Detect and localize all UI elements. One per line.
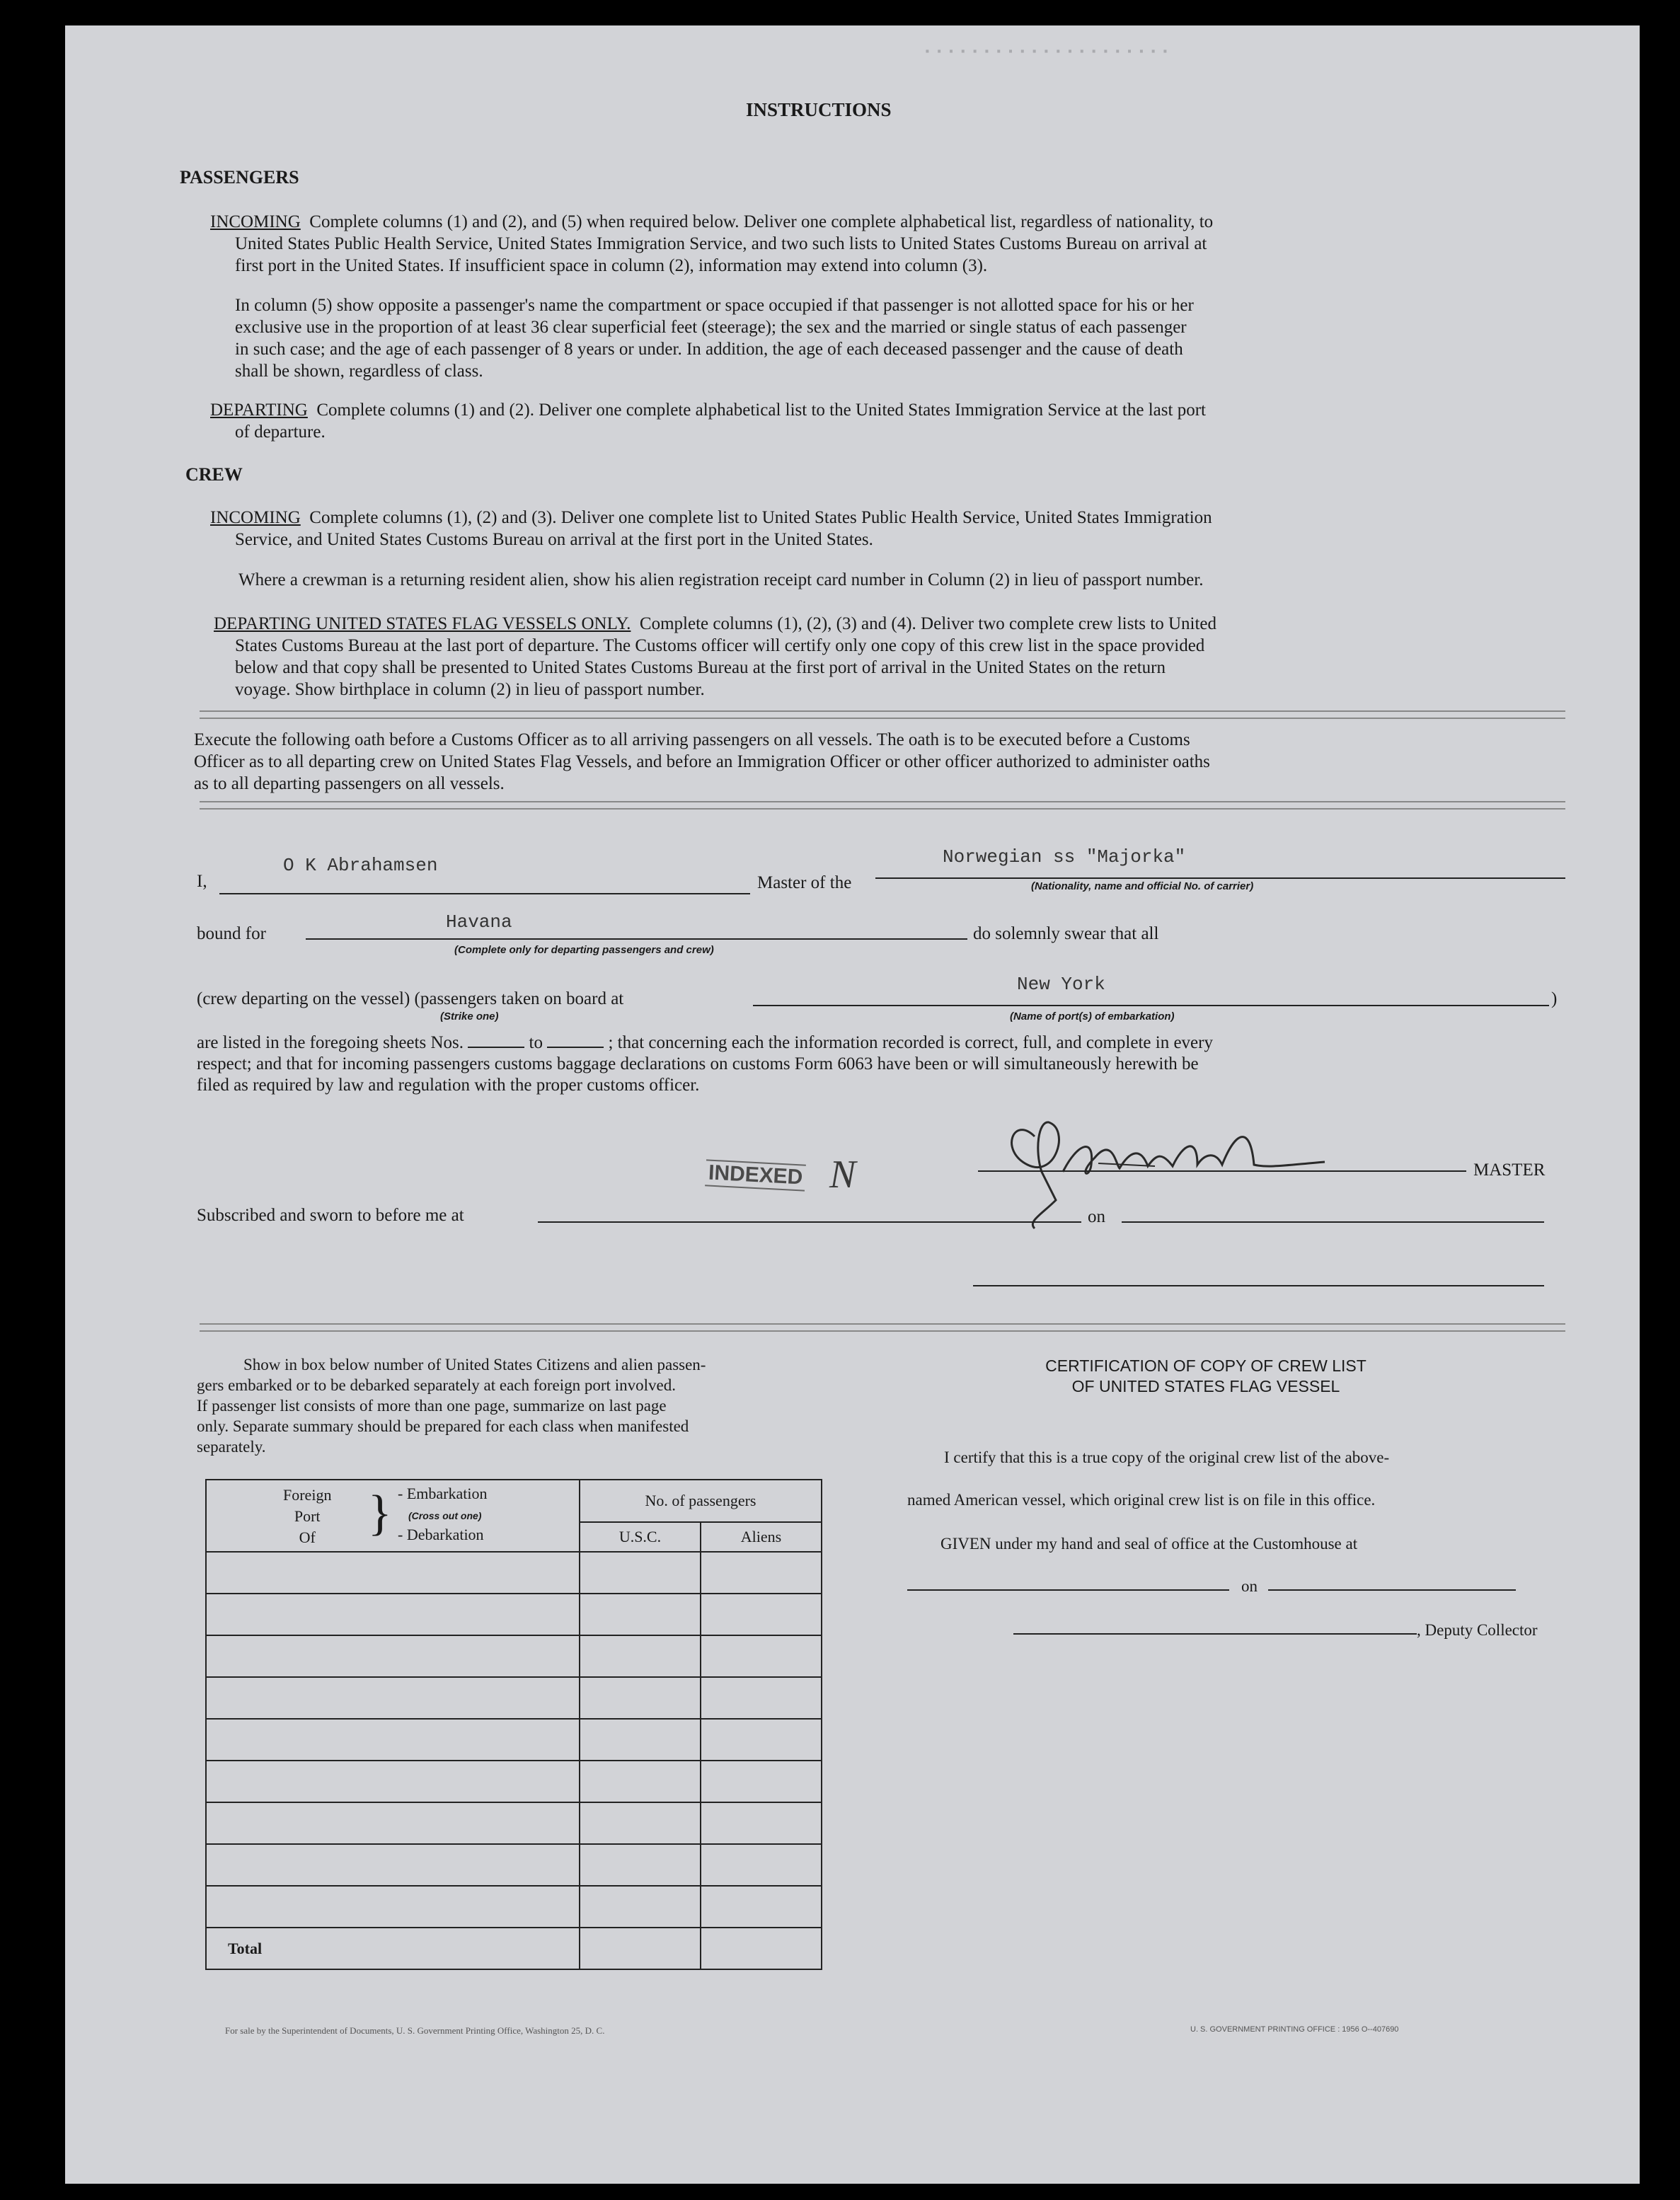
master-label: MASTER bbox=[1473, 1161, 1546, 1180]
master-name-line bbox=[219, 893, 750, 894]
subscribed-date-line[interactable] bbox=[1122, 1221, 1544, 1223]
master-of-label: Master of the bbox=[757, 873, 852, 892]
table-row bbox=[206, 1761, 822, 1802]
oath-intro-line-1: Execute the following oath before a Customs Officer as to all arriving passengers on all vessels. The oath is to be executed before a Customs bbox=[194, 730, 1190, 749]
table-row bbox=[206, 1677, 822, 1719]
subscribed-place-line[interactable] bbox=[538, 1221, 1081, 1223]
usc-cell[interactable] bbox=[580, 1844, 701, 1886]
certification-title-line-2: OF UNITED STATES FLAG VESSEL bbox=[1071, 1377, 1340, 1395]
of-label: Of bbox=[299, 1528, 316, 1546]
sheet-to-field[interactable] bbox=[547, 1032, 604, 1048]
subscribed-label: Subscribed and sworn to before me at bbox=[197, 1206, 464, 1225]
passengers-departing-line-1: Complete columns (1) and (2). Deliver one complete alphabetical list to the United States Immigration Service at the last port bbox=[316, 401, 1206, 420]
passengers-incoming-line-2: United States Public Health Service, United States Immigration Service, and two such lists to United States Customs Bureau on arrival at bbox=[235, 234, 1207, 253]
port-cell[interactable] bbox=[206, 1552, 580, 1594]
aliens-header: Aliens bbox=[701, 1522, 822, 1553]
aliens-cell[interactable] bbox=[701, 1719, 822, 1761]
total-row bbox=[206, 1928, 822, 1969]
footer-printing-office: U. S. GOVERNMENT PRINTING OFFICE : 1956 O--407690 bbox=[1190, 2025, 1399, 2034]
listed-label: are listed in the foregoing sheets Nos. bbox=[197, 1033, 464, 1052]
divider-double-3 bbox=[200, 1323, 1565, 1332]
to-label: to bbox=[529, 1033, 543, 1052]
crew-flag-line-4: voyage. Show birthplace in column (2) in lieu of passport number. bbox=[235, 680, 705, 699]
certification-title-line-1: CERTIFICATION OF COPY OF CREW LIST bbox=[1045, 1357, 1367, 1375]
passengers-col5-line-3: in such case; and the age of each passenger of 8 years or under. In addition, the age of each deceased passenger and the cause of death bbox=[235, 340, 1183, 359]
usc-cell[interactable] bbox=[580, 1886, 701, 1928]
deputy-collector-signature-line[interactable] bbox=[1013, 1633, 1417, 1635]
summary-line-2: gers embarked or to be debarked separately at each foreign port involved. bbox=[197, 1376, 676, 1394]
embark-caption: (Name of port(s) of embarkation) bbox=[1010, 1010, 1175, 1023]
divider-double-1 bbox=[200, 710, 1565, 719]
aliens-cell[interactable] bbox=[701, 1844, 822, 1886]
oath-intro bbox=[194, 729, 1567, 795]
usc-cell[interactable] bbox=[580, 1802, 701, 1844]
usc-cell[interactable] bbox=[580, 1761, 701, 1802]
sheet-from-field[interactable] bbox=[468, 1032, 524, 1048]
table-row bbox=[206, 1802, 822, 1844]
oath-intro-line-3: as to all departing passengers on all vessels. bbox=[194, 774, 505, 793]
oath-i-label: I, bbox=[197, 872, 207, 891]
bound-for-label: bound for bbox=[197, 924, 266, 943]
crew-departing-label: (crew departing on the vessel) (passengers taken on board at bbox=[197, 989, 624, 1008]
crew-flag-block bbox=[214, 613, 1558, 701]
oath-intro-line-2: Officer as to all departing crew on United States Flag Vessels, and before an Immigration Officer or other officer authorized to administer oaths bbox=[194, 752, 1210, 771]
usc-cell[interactable] bbox=[580, 1552, 701, 1594]
usc-cell[interactable] bbox=[580, 1677, 701, 1719]
listed-rest: ; that concerning each the information recorded is correct, full, and complete in every bbox=[608, 1033, 1213, 1052]
aliens-cell[interactable] bbox=[701, 1594, 822, 1635]
foreign-port-of-label bbox=[283, 1485, 331, 1548]
crew-flag-line-1: Complete columns (1), (2), (3) and (4). Deliver two complete crew lists to United bbox=[639, 614, 1216, 633]
passengers-col5-block bbox=[235, 294, 1558, 382]
close-paren: ) bbox=[1551, 989, 1558, 1008]
aliens-cell[interactable] bbox=[701, 1635, 822, 1677]
summary-line-4: only. Separate summary should be prepared for each class when manifested bbox=[197, 1417, 689, 1435]
certification-on-label: on bbox=[1241, 1577, 1258, 1595]
indexed-stamp: INDEXED bbox=[705, 1159, 806, 1191]
table-row bbox=[206, 1886, 822, 1928]
officer-signature-line[interactable] bbox=[973, 1285, 1544, 1286]
filed-line: filed as required by law and regulation with the proper customs officer. bbox=[197, 1076, 700, 1095]
summary-line-5: separately. bbox=[197, 1438, 266, 1456]
summary-line-3: If passenger list consists of more than one page, summarize on last page bbox=[197, 1397, 667, 1415]
embarkation-label[interactable]: - Embarkation bbox=[398, 1485, 488, 1502]
usc-cell[interactable] bbox=[580, 1719, 701, 1761]
certify-line-1: I certify that this is a true copy of the original crew list of the above- bbox=[944, 1449, 1390, 1466]
passengers-incoming-block bbox=[210, 211, 1555, 277]
port-cell[interactable] bbox=[206, 1802, 580, 1844]
brace-icon: } bbox=[368, 1486, 392, 1540]
master-signature bbox=[971, 1087, 1509, 1236]
passengers-col5-line-2: exclusive use in the proportion of at least 36 clear superficial feet (steerage); the sex and the married or single status of each passenger bbox=[235, 318, 1187, 337]
respect-line: respect; and that for incoming passengers customs baggage declarations on customs Form 6063 have been or will simultaneously herewith be bbox=[197, 1054, 1199, 1073]
table-row bbox=[206, 1719, 822, 1761]
master-name-field[interactable]: O K Abrahamsen bbox=[283, 855, 438, 876]
crew-incoming-line-2: Service, and United States Customs Bureau on arrival at the first port in the United States. bbox=[235, 530, 873, 549]
indexed-mark: N bbox=[829, 1153, 856, 1197]
vessel-caption: (Nationality, name and official No. of carrier) bbox=[1031, 880, 1254, 892]
embark-port-field[interactable]: New York bbox=[1017, 974, 1105, 995]
summary-header-row-1 bbox=[206, 1480, 822, 1522]
deputy-collector-label: , Deputy Collector bbox=[1417, 1621, 1538, 1639]
aliens-cell[interactable] bbox=[701, 1886, 822, 1928]
aliens-cell[interactable] bbox=[701, 1802, 822, 1844]
destination-line bbox=[306, 938, 967, 940]
aliens-cell[interactable] bbox=[701, 1552, 822, 1594]
certification-date-line[interactable] bbox=[1268, 1589, 1516, 1591]
passengers-incoming-label: INCOMING bbox=[210, 212, 301, 231]
passengers-departing-line-2: of departure. bbox=[235, 422, 326, 442]
usc-cell[interactable] bbox=[580, 1635, 701, 1677]
bleed-through-mark: ····················· bbox=[921, 41, 1171, 63]
table-row bbox=[206, 1635, 822, 1677]
port-cell[interactable] bbox=[206, 1844, 580, 1886]
port-cell[interactable] bbox=[206, 1635, 580, 1677]
summary-line-1: Show in box below number of United States Citizens and alien passen- bbox=[243, 1356, 706, 1373]
table-row bbox=[206, 1594, 822, 1635]
passenger-summary-table bbox=[205, 1479, 822, 1970]
table-row bbox=[206, 1552, 822, 1594]
port-cell[interactable] bbox=[206, 1719, 580, 1761]
subscribed-on-label: on bbox=[1088, 1207, 1105, 1226]
usc-cell[interactable] bbox=[580, 1594, 701, 1635]
form-sheet bbox=[65, 25, 1640, 2184]
crew-flag-line-3: below and that copy shall be presented to United States Customs Bureau at the first port of arrival in the United States on the return bbox=[235, 658, 1166, 677]
total-aliens-cell[interactable] bbox=[701, 1928, 822, 1969]
passengers-heading: PASSENGERS bbox=[180, 167, 299, 188]
table-row bbox=[206, 1844, 822, 1886]
swear-label: do solemnly swear that all bbox=[973, 924, 1159, 943]
divider-double-2 bbox=[200, 801, 1565, 810]
summary-instructions bbox=[197, 1354, 876, 1457]
crew-incoming-line-1: Complete columns (1), (2) and (3). Deliver one complete list to United States Public Health Service, United States Immigration bbox=[309, 508, 1212, 527]
crew-flag-line-2: States Customs Bureau at the last port of departure. The Customs officer will certify only one copy of this crew list in the space provided bbox=[235, 636, 1205, 655]
destination-caption: (Complete only for departing passengers and crew) bbox=[454, 944, 714, 956]
aliens-cell[interactable] bbox=[701, 1761, 822, 1802]
passengers-col5-line-4: shall be shown, regardless of class. bbox=[235, 362, 483, 381]
aliens-cell[interactable] bbox=[701, 1677, 822, 1719]
crew-resident-line: Where a crewman is a returning resident alien, show his alien registration receipt card number in Column (2) in lieu of passport number. bbox=[238, 570, 1204, 589]
destination-field[interactable]: Havana bbox=[446, 911, 512, 933]
port-cell[interactable] bbox=[206, 1761, 580, 1802]
foreign-port-header bbox=[206, 1480, 580, 1552]
crew-heading: CREW bbox=[185, 464, 243, 485]
passengers-incoming-line-3: first port in the United States. If insufficient space in column (2), information may extend into column (3). bbox=[235, 256, 988, 275]
port-cell[interactable] bbox=[206, 1594, 580, 1635]
passengers-departing-label: DEPARTING bbox=[210, 401, 308, 420]
customhouse-line[interactable] bbox=[907, 1589, 1229, 1591]
listed-line bbox=[197, 1032, 1563, 1054]
embark-port-line bbox=[753, 1005, 1549, 1006]
vessel-line bbox=[875, 877, 1565, 879]
crew-flag-label: DEPARTING UNITED STATES FLAG VESSELS ONLY. bbox=[214, 614, 631, 633]
given-line: GIVEN under my hand and seal of office at the Customhouse at bbox=[940, 1535, 1358, 1553]
cross-out-caption: (Cross out one) bbox=[408, 1510, 482, 1521]
port-label: Port bbox=[294, 1507, 321, 1525]
certify-line-2: named American vessel, which original crew list is on file in this office. bbox=[907, 1491, 1376, 1509]
debarkation-label[interactable]: - Debarkation bbox=[398, 1526, 484, 1543]
crew-incoming-label: INCOMING bbox=[210, 508, 301, 527]
total-usc-cell[interactable] bbox=[580, 1928, 701, 1969]
passengers-departing-block bbox=[210, 399, 1555, 443]
port-cell[interactable] bbox=[206, 1886, 580, 1928]
master-signature-line bbox=[978, 1170, 1466, 1172]
strike-caption: (Strike one) bbox=[440, 1010, 499, 1023]
page-title: INSTRUCTIONS bbox=[746, 99, 892, 120]
port-cell[interactable] bbox=[206, 1677, 580, 1719]
passengers-col5-line-1: In column (5) show opposite a passenger's name the compartment or space occupied if that passenger is not allotted space for his or her bbox=[235, 296, 1194, 315]
vessel-field[interactable]: Norwegian ss "Majorka" bbox=[943, 846, 1186, 868]
total-label: Total bbox=[206, 1928, 580, 1969]
certification-title bbox=[958, 1356, 1454, 1397]
crew-incoming-block bbox=[210, 507, 1555, 551]
footer-sale-notice: For sale by the Superintendent of Documents, U. S. Government Printing Office, Washington 25, D. C. bbox=[225, 2025, 605, 2036]
foreign-label: Foreign bbox=[283, 1486, 332, 1504]
no-passengers-header: No. of passengers bbox=[580, 1480, 822, 1522]
passengers-incoming-line-1: Complete columns (1) and (2), and (5) when required below. Deliver one complete alphabetical list, regardless of nationality, to bbox=[309, 212, 1214, 231]
usc-header: U.S.C. bbox=[580, 1522, 701, 1553]
